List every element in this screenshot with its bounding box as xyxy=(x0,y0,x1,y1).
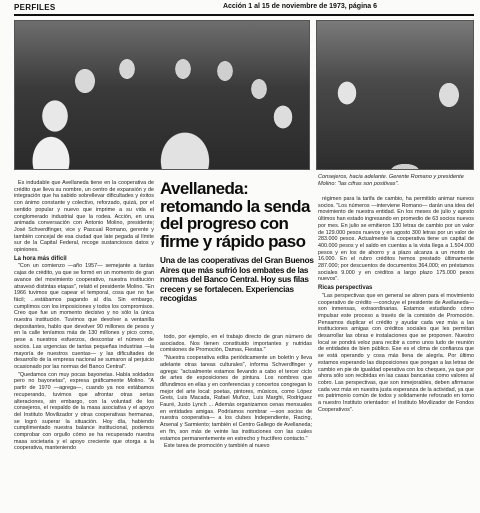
column-3 xyxy=(318,196,474,510)
subhead: La hora más difícil xyxy=(14,255,67,262)
subhead: Ricas perspectivas xyxy=(318,285,373,292)
paragraph: todo, por ejemplo, en el trabajo directo de gran número de asociados. Nos tienen constituido importantes y nutridas comisiones de Promoción, Damas, Fiestas." xyxy=(160,334,312,354)
paragraph: régimen para la tarifa de cambio, ha permitido animar nuevos socios. "Los números —interviene Romano— darán una idea del movimiento de nuestra entidad. En los meses de julio y agosto últimos han estado ingresando en promedio de 63 socios nuevos por mes. En julio se emitieron 130 letras de cambio por un valor de 129.000 pesos nuevos y en agosto 300 letras por un valor de 283.000 pesos. Actualmente la cooperativa tiene un capital de 400.000 pesos y el saldo en cuentas a la vista llega a 1.504.000 pesos y en los de ahorro y a plazo alcanza a un monto de 16.000. En el rubro créditos hemos prestado últimamente 287.000; por descuentos de documentos 364.000; en préstamos sociales 9.000 y en créditos a largo plazo 175.000 pesos nuevos". xyxy=(318,196,474,283)
section-tag: PERFILES xyxy=(14,3,56,12)
header-rule xyxy=(14,14,474,16)
column-2 xyxy=(160,334,312,510)
column-1 xyxy=(14,180,154,510)
paragraph: Este tarea de promoción y también al nuevo xyxy=(164,443,270,450)
paragraph: "Nuestra cooperativa edita periódicamente un boletín y lleva adelante otras tareas culturales", informa Schverdfinger y agrega: "actualmente estamos llevando a cabo el tercer ciclo de artes de exposiciones de pintura. Los nombres que difundimos en ellas y en conferencias y concertos congregan lo mejor del arte local: poetas, pintores, músicos, como López Greis, Luis Macada, Rafael Muñoz, Luis Marghi, Rodríguez Fauré, Justo Lynch ... Además organizamos cenas mensuales en entidades amigas. Podríamos nombrar —son socios de nuestra cooperativa— a los clubes Independiente, Racing, Arsenal y Sarmiento; también el Centro Gallego de Avellaneda; en fin, son más de veinte las instituciones con las cuales estamos permanentemente en estrecho y fructífero contacto." xyxy=(160,355,312,442)
headline: Avellaneda: retomando la senda del progreso con firme y rápido paso xyxy=(160,179,310,251)
photo-caption: Consejeros, hacia adelante. Gerente Romano y presidente Molino: "las cifras son positivas". xyxy=(318,174,464,187)
two-men-photo xyxy=(316,20,474,170)
paragraph: "Con un comienzo —año 1957— semejante a tantas cajas de crédito, ya que se formó en un momento de gran avance del movimiento cooperativo, nuestra institución atravesó distintas etapas", relató el presidente Molino. "En 1966 tuvimos que capear el temporal, cosa que no fue fácil; ...estábamos pagando al día. Sin embargo, cumplimos con los imposiciones y todos los compromisos. Creo que fue un momento decisivo y no sólo la única nuestra institución. Tuvimos que devolver a ventanilla depositantes, hablo que devolver 90 millones de pesos y en la calle teníamos más de 130 millones y pico como, pese a nuestros esfuerzos, descontar el número de socios. Las urgencias de tantas pequeñas industrias —la mayoría de nuestros cuentas— y las dificultades de desarrollo de la empresa nacional se sumaron al perjuicio ocasionado por las normas del Banco Central". xyxy=(14,263,154,370)
group-photo xyxy=(14,20,310,170)
paragraph: "Las perspectivas que en general se abren para el movimiento cooperativo de crédito —concluye el presidente de Avellaneda— son inmensas, extraordinarias. Estamos estudiando cómo impulsar este proceso a través de la comisión de Promoción. Pensamos duplicar el crédito y ayudar cada vez más a las instituciones amigas con créditos sociales que les permitan desarrollar las obras e instalaciones que se proponen. Nuestro local se pondrá veloz para recibir a como unos ludo de reunión de entidades de bien público. Ese es el clima de confianza que se está operando y cosa más llena de alegría. Por último estamos esperando las disposiciones que pongan a las letras de cambio en pie de igualdad operativa con los cheques, ya que por ahora sólo son recibidas en las casas bancarias como valores al cobro. Las perspectivas, que son inmejorables, deben afirmarse cada vez más en nuestra justa esperanza de la actividad, ya que es patrimonio común de todos y solidamente reforzado en torno a nuestro Instituto orientador: el Instituto Movilizador de Fondos Cooperativos". xyxy=(318,292,474,413)
paragraph: "Quedamos con muy pocas bayonetas. Había soldados pero no bayonetas", expresa gráficamente Molino. "A partir de 1970 —agrega—, cuando ya nos estábamos recuperando, tuvimos que afrontar otras serias alteraciones, sin embargo, con la voluntad de los consejeros, el respaldo de la masa asociativa y el apoyo del Instituto Movilizador y otras cooperativas hermanas, se logró superar la situación. Hoy día, habiendo cumplimentado nuestra balance institucional, podemos comprobar con orgullo cómo se ha recuperado nuestra masa societaria y el apoyo creciente que otorga a la cooperativa, manteniendo xyxy=(14,371,154,452)
paragraph: Es indudable que Avellaneda tiene en la cooperativa de crédito que lleva su nombre, un centro de expansión y de integración que ha sabido sobrellevar dificultades y éxitos con ánimo constante y colectivo, reforzado, quizá, por el sentido popular y nuevo que imprime a su vida el conglomerado industrial que la rodea. Acción, en una animada conversación con Antonio Molino, presidente; José Schverdfinger, vice y Pascual Romano, gerente y también concejal de esa ciudad que late pegada al límite sur de la Capital Federal, recoge sustanciosos datos y opiniones. xyxy=(14,180,154,254)
issue-line: Acción 1 al 15 de noviembre de 1973, página 6 xyxy=(222,3,378,10)
deck: Una de las cooperativas del Gran Buenos Aires que más sufrió los embates de las normas del Banco Central. Hoy sus filas crecen y se fortalecen. Experiencias recogidas xyxy=(160,256,314,304)
